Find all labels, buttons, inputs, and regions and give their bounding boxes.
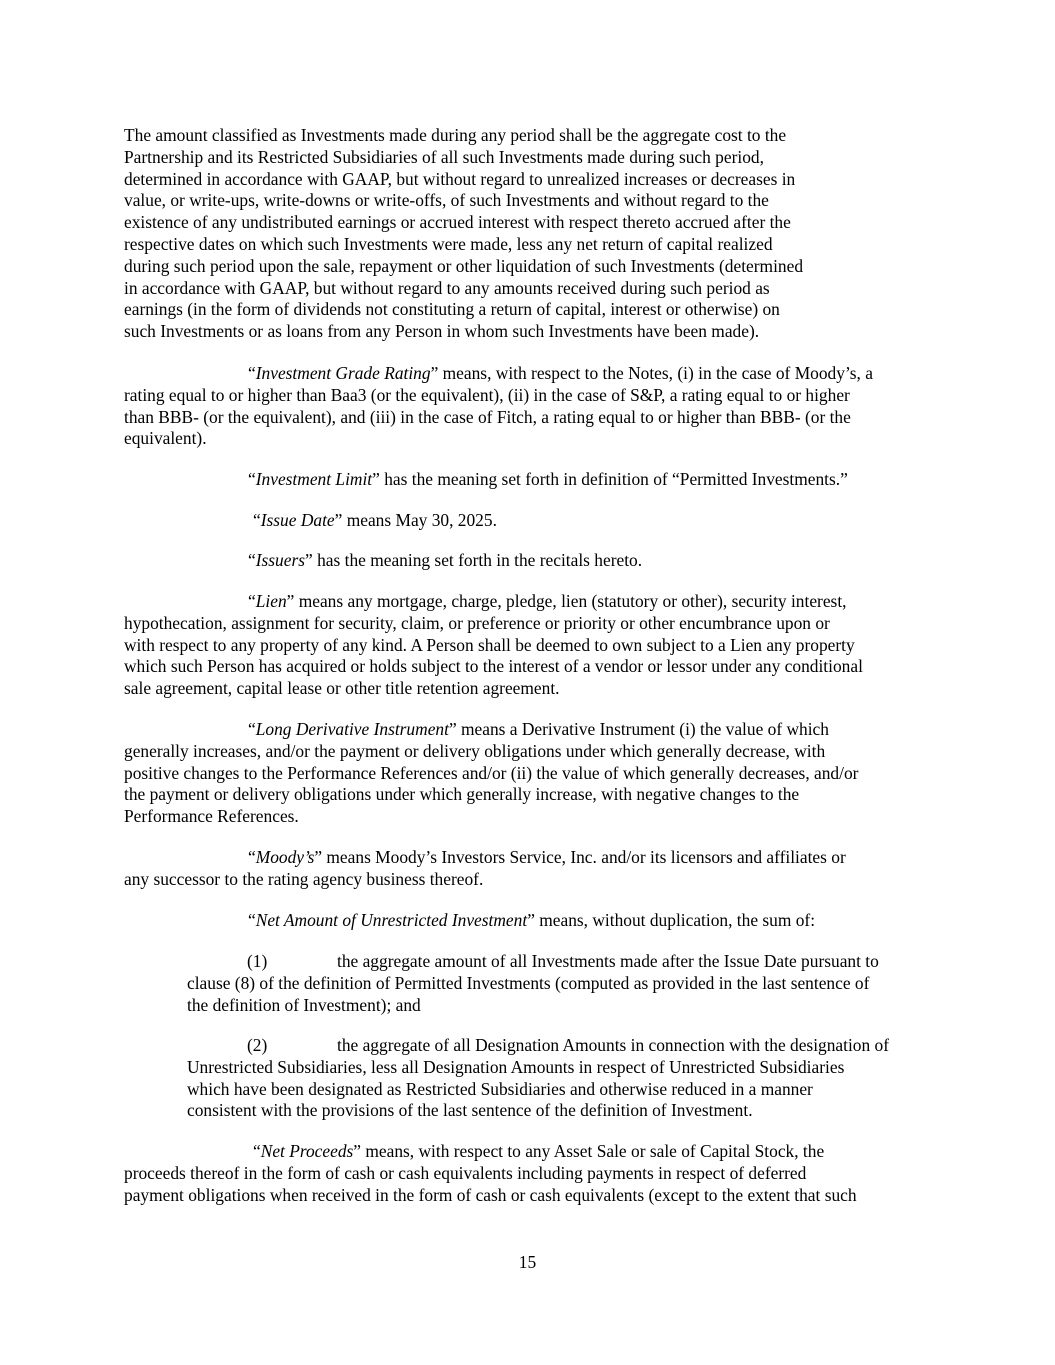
text-line: “Issue Date” means May 30, 2025. xyxy=(253,510,497,530)
page-number: 15 xyxy=(518,1252,537,1272)
definition-investment-limit xyxy=(124,469,936,491)
text-line: in accordance with GAAP, but without regard to any amounts received during such period as xyxy=(124,277,770,298)
defined-term: Long Derivative Instrument xyxy=(255,719,449,739)
text-line: (1) the aggregate amount of all Investments made after the Issue Date pursuant to xyxy=(187,951,937,973)
text-line: generally increases, and/or the payment or delivery obligations under which generally decrease, with xyxy=(124,740,826,761)
text-line: than BBB- (or the equivalent), and (iii) in the case of Fitch, a rating equal to or higher than BBB- (or the xyxy=(124,406,851,427)
text-line: value, or write-ups, write-downs or write-offs, of such Investments and without regard to the xyxy=(124,190,769,211)
paragraph-investments-amount xyxy=(124,125,936,343)
text-line: determined in accordance with GAAP, but without regard to unrealized increases or decreases in xyxy=(124,168,796,189)
text-line: (2) the aggregate of all Designation Amounts in connection with the designation of xyxy=(187,1035,937,1057)
defined-term: Investment Grade Rating xyxy=(255,363,431,383)
text-line: “Investment Grade Rating” means, with respect to the Notes, (i) in the case of Moody’s, a xyxy=(248,363,873,383)
text-line: which such Person has acquired or holds subject to the interest of a vendor or lessor under any conditional xyxy=(124,656,863,677)
defined-term: Net Proceeds xyxy=(260,1141,354,1161)
text-line: proceeds thereof in the form of cash or cash equivalents including payments in respect of deferred xyxy=(124,1162,807,1183)
defined-term: Lien xyxy=(255,591,287,611)
text-line: existence of any undistributed earnings or accrued interest with respect thereto accrued after the xyxy=(124,212,791,233)
text-line: “Moody’s” means Moody’s Investors Service, Inc. and/or its licensors and affiliates or xyxy=(248,847,846,867)
text-line: positive changes to the Performance References and/or (ii) the value of which generally decreases, and/or xyxy=(124,762,859,783)
text-line: respective dates on which such Investments were made, less any net return of capital realized xyxy=(124,233,773,254)
text-line: Performance References. xyxy=(124,806,299,827)
text-line: any successor to the rating agency business thereof. xyxy=(124,868,484,889)
text-line: consistent with the provisions of the last sentence of the definition of Investment. xyxy=(187,1100,753,1121)
text-line: Partnership and its Restricted Subsidiaries of all such Investments made during such period, xyxy=(124,146,764,167)
definition-net-amount-unrestricted-investment xyxy=(124,910,936,932)
text-line: Unrestricted Subsidiaries, less all Designation Amounts in respect of Unrestricted Subsidiaries xyxy=(187,1056,845,1077)
definition-lien xyxy=(124,591,936,700)
list-item-2 xyxy=(187,1035,937,1122)
text-line: earnings (in the form of dividends not constituting a return of capital, interest or otherwise) on xyxy=(124,299,780,320)
text-line: “Long Derivative Instrument” means a Derivative Instrument (i) the value of which xyxy=(248,719,829,739)
text-line: the definition of Investment); and xyxy=(187,994,421,1015)
definition-issue-date xyxy=(124,510,936,532)
defined-term: Investment Limit xyxy=(255,469,373,489)
defined-term: Moody’s xyxy=(255,847,315,867)
text-line: with respect to any property of any kind. A Person shall be deemed to own subject to a Lien any property xyxy=(124,634,855,655)
text-line: the payment or delivery obligations under which generally increase, with negative changes to the xyxy=(124,784,800,805)
text-line: “Investment Limit” has the meaning set forth in definition of “Permitted Investments.” xyxy=(248,469,848,489)
text-line: hypothecation, assignment for security, claim, or preference or priority or other encumbrance upon or xyxy=(124,612,830,633)
text-line: equivalent). xyxy=(124,428,207,449)
text-line: sale agreement, capital lease or other title retention agreement. xyxy=(124,678,560,699)
text-line: payment obligations when received in the form of cash or cash equivalents (except to the extent that such xyxy=(124,1184,857,1205)
definition-investment-grade-rating xyxy=(124,363,936,450)
text-line: “Issuers” has the meaning set forth in the recitals hereto. xyxy=(248,550,643,570)
item-number: (1) xyxy=(247,951,268,971)
item-number: (2) xyxy=(247,1035,268,1055)
defined-term: Issue Date xyxy=(260,510,335,530)
definition-net-proceeds xyxy=(124,1141,936,1206)
definition-moodys xyxy=(124,847,936,891)
text-line: such Investments or as loans from any Person in whom such Investments have been made). xyxy=(124,321,760,342)
text-line: “Net Amount of Unrestricted Investment” means, without duplication, the sum of: xyxy=(248,910,816,930)
definition-long-derivative-instrument xyxy=(124,719,936,828)
list-item-1 xyxy=(187,951,937,1016)
defined-term: Issuers xyxy=(255,550,306,570)
text-line: “Lien” means any mortgage, charge, pledge, lien (statutory or other), security interest, xyxy=(248,591,847,611)
text-line: clause (8) of the definition of Permitted Investments (computed as provided in the last sentence of xyxy=(187,972,870,993)
text-line: rating equal to or higher than Baa3 (or the equivalent), (ii) in the case of S&P, a rating equal to or higher xyxy=(124,384,850,405)
defined-term: Net Amount of Unrestricted Investment xyxy=(255,910,528,930)
text-line: which have been designated as Restricted Subsidiaries and otherwise reduced in a manner xyxy=(187,1078,813,1099)
text-line: The amount classified as Investments made during any period shall be the aggregate cost to the xyxy=(124,125,787,145)
text-line: “Net Proceeds” means, with respect to any Asset Sale or sale of Capital Stock, the xyxy=(253,1141,825,1161)
text-line: during such period upon the sale, repayment or other liquidation of such Investments (determined xyxy=(124,255,804,276)
definition-issuers xyxy=(124,550,936,572)
